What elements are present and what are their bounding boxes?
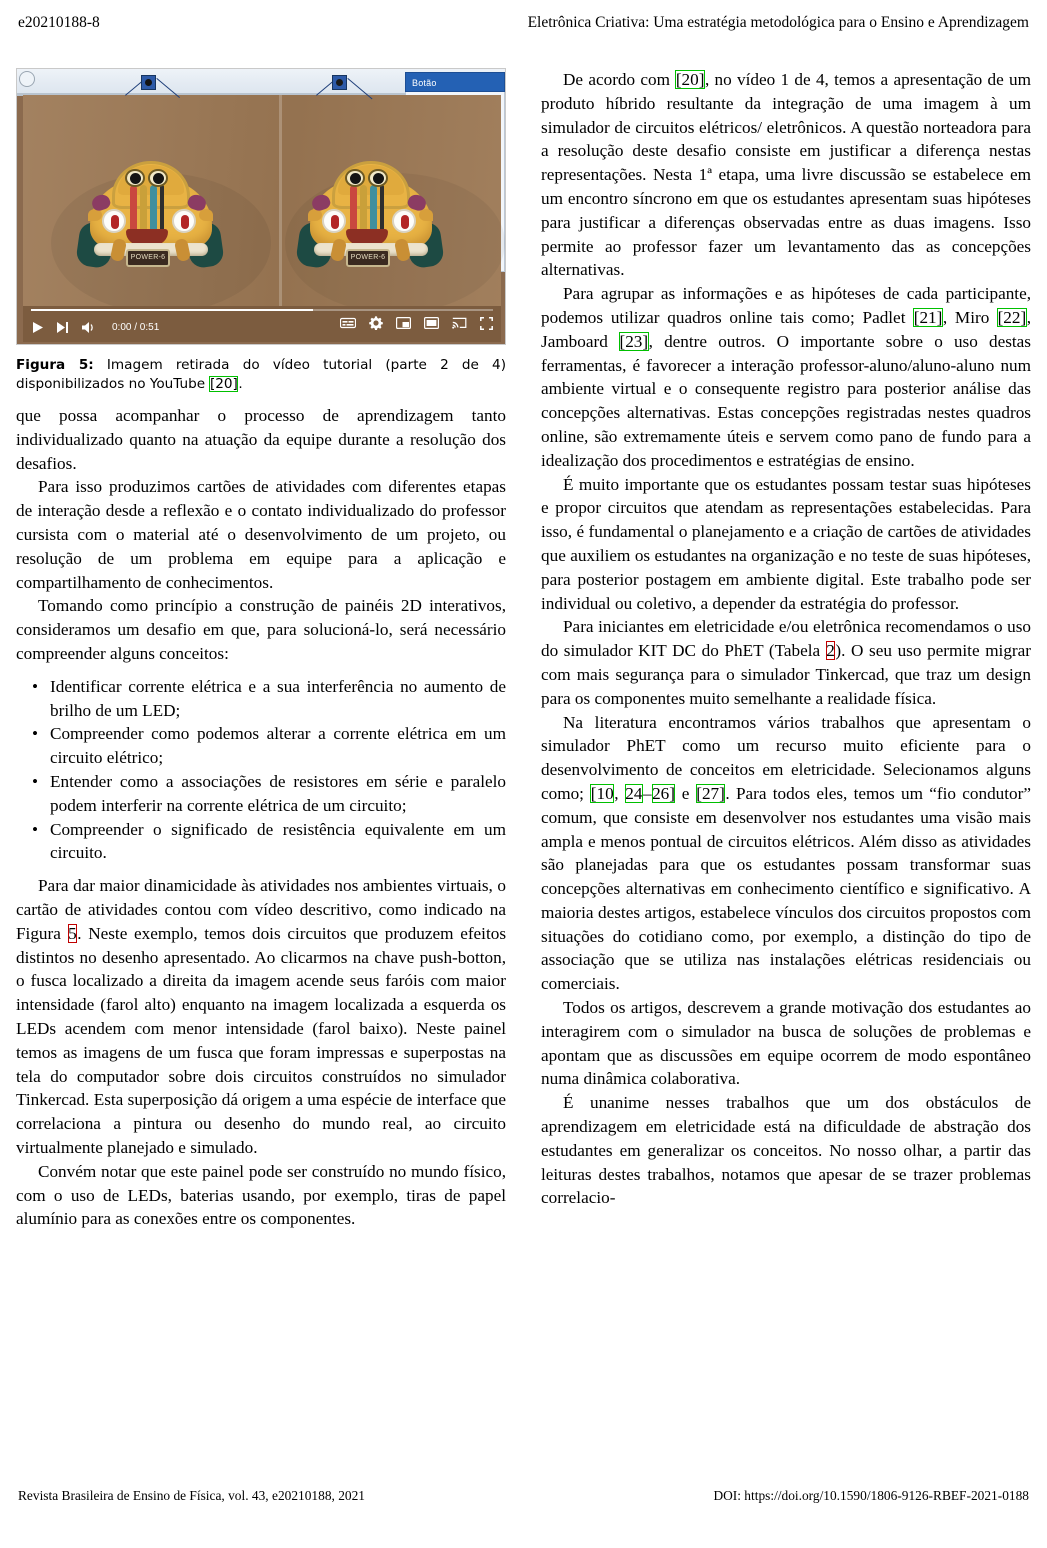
car-ear-left [308,209,322,221]
video-progress-played [31,309,313,311]
citation-26[interactable]: 26] [652,783,675,803]
next-track-icon[interactable] [56,321,69,334]
figure-caption-text-1: Imagem retirada do vídeo tutorial (parte 2 de 4) disponibilizados no YouTube [16,357,507,392]
table-cross-reference[interactable]: 2 [826,641,835,661]
car-license-plate-text: POWER-6 [130,254,166,261]
figure-caption [16,356,506,394]
paragraph-right-6: Todos os artigos, descrevem a grande motivação dos estudantes ao interagirem com o simulador na busca de soluções de problemas e apontam que as discussões em equipe ocorrem de modo espontâneo numa dinâmica colaborativa. [541,998,1031,1089]
list-item: • Entender como a associações de resistores em série e paralelo podem interferir na corrente elétrica de um circuito; [50,770,506,818]
car-license-plate-text: POWER-6 [350,254,386,261]
car-ear-right [199,209,213,221]
beetle-car-right [288,143,453,273]
video-player-screenshot [16,68,506,345]
car-headlight-right [392,209,416,233]
citation-20[interactable]: [20] [675,70,705,89]
journal-reference: Revista Brasileira de Ensino de Física, vol. 43, e20210188, 2021 [18,1488,365,1503]
paragraph-right-4-post: ). O seu uso permite migrar com mais segurança para o simulador Tinkercad, que traz um design para os componentes muito semelhante a realidade física. [541,641,1032,708]
video-controls-left [31,316,159,340]
car-license-plate [126,249,170,267]
figure-caption-label: Figura 5: [16,357,94,373]
car-headlight-right [172,209,196,233]
paragraph-right-2-post: , dentre outros. O importante sobre o uso destas ferramentas, é favorecer a interação professor-aluno/aluno-aluno num ambiente virtual e o consequente registro para posterior análise das concepções alternativas. Estas concepções registradas nestes quadros online, são extremamente úteis e servem como pano de fundo para a idealização dos procedimentos e estratégias de ensino. [541,331,1031,470]
paragraph-left-1: que possa acompanhar o processo de aprendizagem tanto individualizado quanto na atuação da equipe durante a resolução dos desafios. [16,406,506,473]
paragraph-right-2 [541,282,1031,472]
paragraph-left-2: Para isso produzimos cartões de atividades com diferentes etapas de interação desde a reflexão e o contato individualizado do professor cursista com o material até o desenvolvimento de um projeto, ou resolução de um problema em equipe para a aplicação e compartilhamento de conhecimentos. [16,477,506,592]
figure-caption-citation[interactable]: [20] [209,376,238,392]
paragraph-right-5-mid-2: e [675,783,696,803]
beetle-car-left [68,143,233,273]
theater-mode-icon[interactable] [424,317,439,329]
paragraph-right-4 [541,615,1031,710]
paragraph-right-2-mid-2: , Jamboard [541,307,1032,351]
car-headlight-left [102,209,126,233]
paragraph-right-1-post: , no vídeo 1 de 4, temos a apresentação de um produto híbrido resultante da integração de uma imagem à um simulador de circuitos elétricos/ eletrônicos. A questão norteadora para a resolução deste desafio consiste em justificar a diferença nestas representações. Nesta 1ª etapa, uma livre discussão se estabelece em um encontro síncrono em que os estudantes apresentam suas hipóteses para justificar a diferenças observadas entre as duas imagens. Isso permite ao professor fazer um levantamento das as concepções alternativas. [541,70,1031,280]
page-footer [18,1486,1029,1506]
car-eye-right [368,169,388,187]
citation-21[interactable]: [21] [913,307,943,327]
figure-caption-text-2: . [238,376,243,392]
paragraph-right-2-mid-1: , Miro [942,307,998,327]
paragraph-right-5-mid-1: , [614,783,625,803]
pushbutton-left-icon[interactable] [141,75,156,90]
paragraph-right-5-pre: Na literatura encontramos vários trabalhos que apresentam o simulador PhET como um recurso muito eficiente para o desenvolvimento de conceitos em eletricidade. Selecionamos alguns como; [541,712,1031,803]
video-progress-bar[interactable] [31,309,493,311]
botao-panel-label: Botão [412,78,437,88]
running-title: Eletrônica Criativa: Uma estratégia metodológica para o Ensino e Aprendizagem [527,14,1029,31]
citation-range-dash: – [642,783,652,803]
volume-icon[interactable] [81,321,96,334]
paragraph-right-1-pre: De acordo com [563,70,676,89]
right-column [541,68,1031,1210]
play-icon[interactable] [31,321,44,334]
paragraph-right-2-pre: Para agrupar as informações e as hipóteses de cada participante, podemos utilizar quadros online tais como; Padlet [541,284,1031,327]
car-license-plate [346,249,390,267]
paragraph-left-figure-ref-post: . Neste exemplo, temos dois circuitos que produzem efeitos distintos no desenho apresentado. Ao clicarmos na chave push-botton, o fusca localizado a direita da imagem acende seus faróis com maior intensidade (farol alto) enquanto na imagem localizada a esquerda os LEDs acendem com menor intensidade (farol baixo). Neste painel temos as imagens de um fusca que foram impressas e superpostas na tela do computador sobre dois circuitos construídos no simulador Tinkercad. Esta superposição dá origem a uma espécie de interface que correlaciona a pintura ou desenho do mundo real, ao circuito virtualmente planejado e simulado. [16,923,507,1157]
car-headlight-left [322,209,346,233]
paragraph-right-1 [541,68,1031,282]
car-eye-left [345,169,365,187]
paragraph-right-3: É muito importante que os estudantes possam testar suas hipóteses e propor circuitos que atendam as representações estabelecidas. Para isso, é fundamental o planejamento e a criação de cartões de atividades que auxiliem os estudantes na organização e no teste de suas hipóteses, para posterior postagem em ambiente digital. Este trabalho pode ser individual ou coletivo, a depender da estratégia do professor. [541,474,1031,613]
car-eye-right [148,169,168,187]
printed-paper-panel [23,95,501,320]
paragraph-left-last: Convém notar que este painel pode ser construído no mundo físico, com o uso de LEDs, baterias usando, por exemplo, tiras de papel alumínio para as conexões entre os componentes. [16,1161,506,1229]
paper-seam [279,95,282,320]
pushbutton-right-icon[interactable] [332,75,347,90]
subtitles-icon[interactable] [340,317,356,329]
cast-icon[interactable] [452,317,467,329]
citation-27[interactable]: [27] [696,783,725,803]
paragraph-left-figure-ref [16,874,506,1160]
citation-10[interactable]: [10 [590,783,614,803]
paragraph-right-5 [541,711,1031,997]
settings-gear-icon[interactable] [369,316,383,330]
citation-24[interactable]: 24 [625,783,643,803]
citation-22[interactable]: [22] [997,307,1027,327]
citation-23[interactable]: [23] [619,331,649,351]
paragraph-left-figure-ref-pre: Para dar maior dinamicidade às atividades nos ambientes virtuais, o cartão de atividades contou com vídeo descritivo, como indicado na Figura [16,876,506,943]
article-id: e20210188-8 [18,14,100,31]
concept-bullet-list [16,675,506,865]
paragraph-right-5-post: . Para todos eles, temos um “fio condutor” comum, que consiste em desenvolver nos estudantes uma visão mais ampla e menos pontual de circuitos elétricos. Além disso as atividades são planejadas para que os estudantes possam transformar suas concepções alternativas em conhecimento científico e significativo. A maioria destes artigos, estabelece vínculos dos circuitos propostos com situações do cotidiano como, por exemplo, a distinção do tipo de associação que se utiliza nas instalações elétricas residenciais ou comerciais. [541,783,1031,994]
video-controls-bar [23,306,501,342]
video-time-display: 0:00 / 0:51 [112,322,160,333]
car-ear-left [88,209,102,221]
figure-cross-reference[interactable]: 5 [68,923,77,943]
figure-5 [16,68,506,394]
botao-panel-header [405,72,505,92]
list-item: • Compreender o significado de resistência equivalente em um circuito. [50,818,506,866]
video-controls-right [340,316,493,330]
car-eye-left [125,169,145,187]
fullscreen-icon[interactable] [480,317,493,330]
list-item: • Identificar corrente elétrica e a sua interferência no aumento de brilho de um LED; [50,675,506,723]
paragraph-right-7: É unanime nesses trabalhos que um dos obstáculos de aprendizagem em eletricidade está na dificuldade de abstração dos estudantes em generalizar os conceitos. No nosso olhar, a partir das leituras destes trabalhos, notamos que apesar de se trazer problemas correlacio- [541,1093,1031,1208]
running-head [18,12,1029,34]
car-ear-right [419,209,433,221]
paragraph-right-4-pre: Para iniciantes em eletricidade e/ou eletrônica recomendamos o uso do simulador KIT DC do PhET (Tabela [541,617,1031,661]
left-column [16,68,506,1231]
miniplayer-icon[interactable] [396,317,411,329]
list-item: • Compreender como podemos alterar a corrente elétrica em um circuito elétrico; [50,722,506,770]
round-button-icon [19,71,35,87]
paragraph-left-3: Tomando como princípio a construção de painéis 2D interativos, consideramos um desafio em que, para solucioná-lo, será necessário compreender alguns conceitos: [16,596,506,663]
doi-link[interactable]: DOI: https://doi.org/10.1590/1806-9126-RBEF-2021-0188 [713,1488,1029,1503]
